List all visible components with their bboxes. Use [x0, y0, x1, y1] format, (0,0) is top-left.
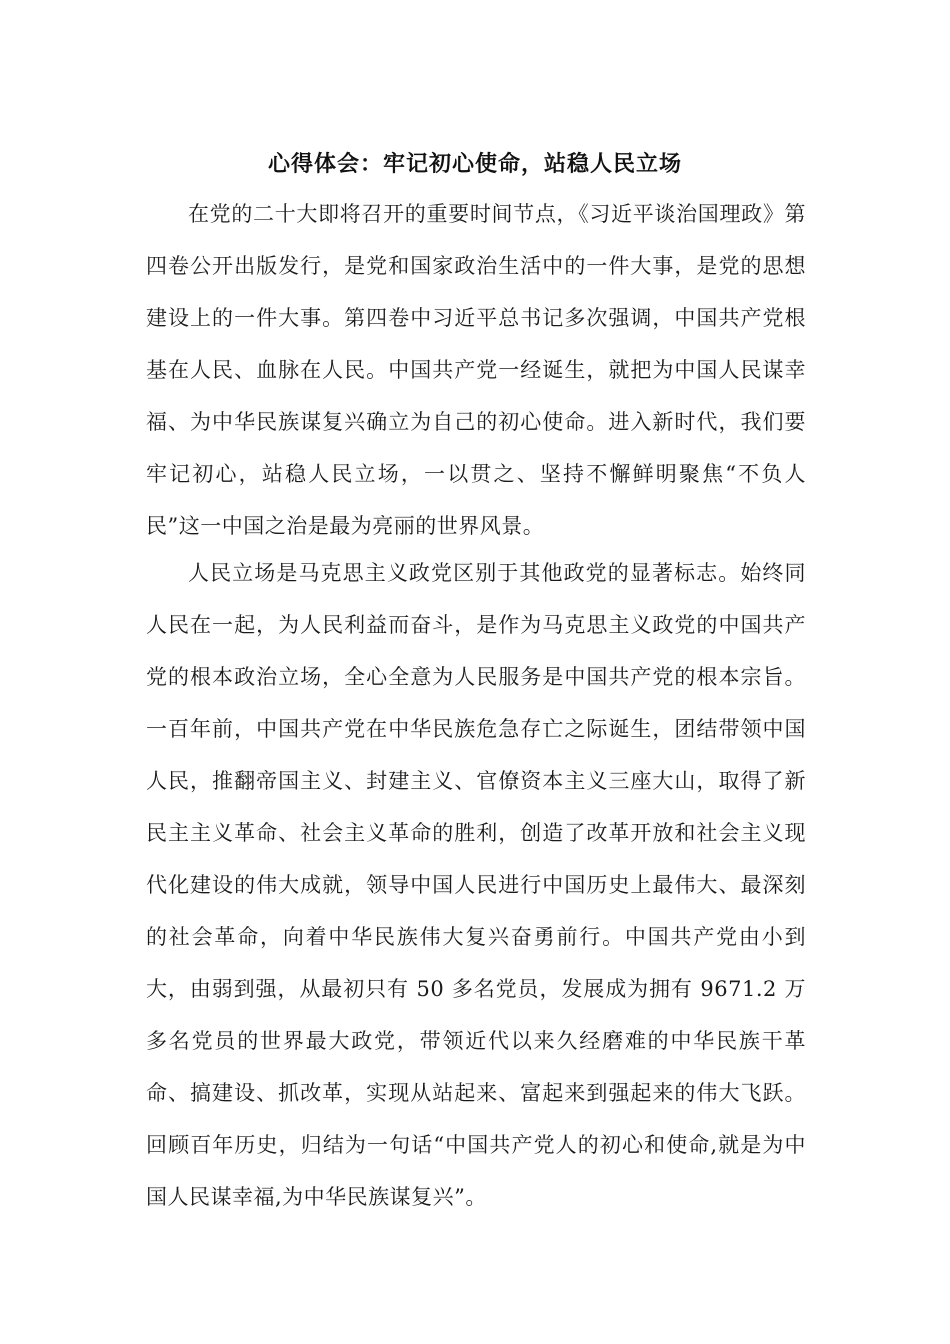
paragraph-2: 人民立场是马克思主义政党区别于其他政党的显著标志。始终同人民在一起，为人民利益而奋斗，是作为马克思主义政党的中国共产党的根本政治立场，全心全意为人民服务是中国共产党的根本宗旨。一百年前，中国共产党在中华民族危急存亡之际诞生，团结带领中国人民，推翻帝国主义、封建主义、官僚资本主义三座大山，取得了新民主主义革命、社会主义革命的胜利，创造了改革开放和社会主义现代化建设的伟大成就，领导中国人民进行中国历史上最伟大、最深刻的社会革命，向着中华民族伟大复兴奋勇前行。中国共产党由小到大，由弱到强，从最初只有 50 多名党员，发展成为拥有 9671.2 万多名党员的世界最大政党，带领近代以来久经磨难的中华民族干革命、搞建设、抓改革，实现从站起来、富起来到强起来的伟大飞跃。回顾百年历史，归结为一句话“中国共产党人的初心和使命,就是为中国人民谋幸福,为中华民族谋复兴”。: [146, 561, 806, 1209]
paragraph-1: 在党的二十大即将召开的重要时间节点，《习近平谈治国理政》第四卷公开出版发行，是党和国家政治生活中的一件大事，是党的思想建设上的一件大事。第四卷中习近平总书记多次强调，中国共产党根基在人民、血脉在人民。中国共产党一经诞生，就把为中国人民谋幸福、为中华民族谋复兴确立为自己的初心使命。进入新时代，我们要牢记初心，站稳人民立场，一以贯之、坚持不懈鲜明聚焦“不负人民”这一中国之治是最为亮丽的世界风景。: [146, 202, 806, 538]
document-title: 心得体会：牢记初心使命，站稳人民立场: [267, 151, 682, 177]
